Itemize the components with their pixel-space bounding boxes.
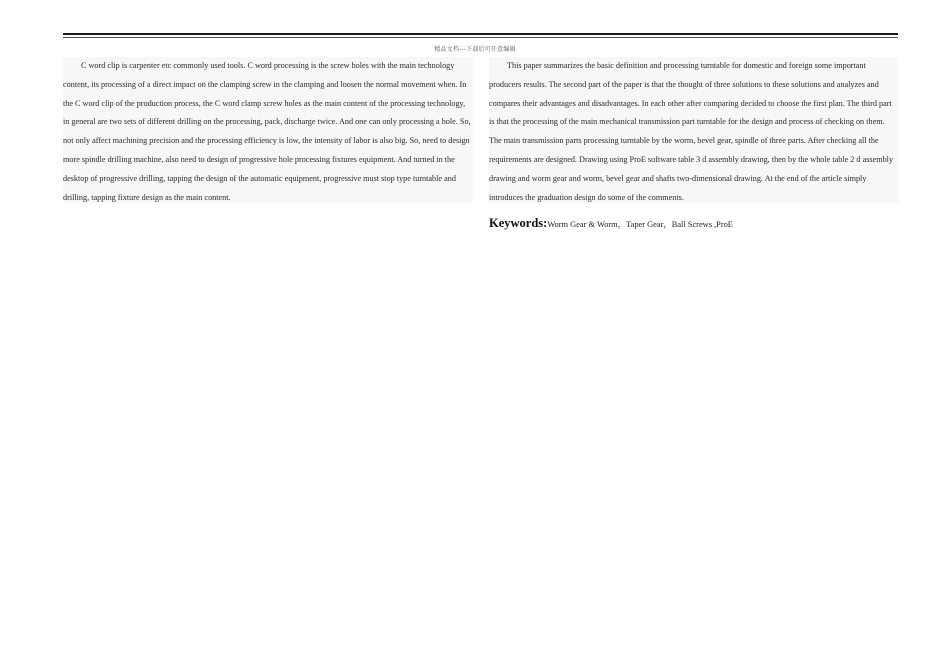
header-rule-thin [63, 37, 898, 38]
abstract-left-column [63, 57, 473, 203]
keywords-label: Keywords: [489, 216, 548, 230]
keywords-line [489, 216, 898, 231]
header-rule-thick [63, 33, 898, 35]
abstract-right-paragraph: This paper summarizes the basic definition and processing turntable for domestic and foreign some important producers results. The second part of the paper is that the thought of three solutions to these solutions and analyzes and compares their advantages and disadvantages. In each other after comparing decided to choose the first plan. The third part is that the processing of the main mechanical transmission part turntable for the design and process of checking on them. The main transmission parts processing turntable by the worm, bevel gear, spindle of three parts. After checking all the requirements are designed. Drawing using ProE software table 3 d assembly drawing, then by the whole table 2 d assembly drawing and worm gear and worm, bevel gear and shafts two-dimensional drawing. At the end of the article simply introduces the graduation design do some of the comments. [489, 61, 894, 202]
keywords-value: Worm Gear & Worm，Taper Gear，Ball Screws ,ProE [547, 220, 733, 229]
abstract-right-column [489, 57, 898, 203]
header-watermark: 精品文档---下载后可任意编辑 [434, 46, 516, 53]
abstract-left-paragraph: C word clip is carpenter etc commonly used tools. C word processing is the screw holes with the main technology content, its processing of a direct impact on the clamping screw in the clamping and loosen the normal movement when. In the C word clip of the production process, the C word clamp screw holes as the main content of the processing technology, in general are two sets of different drilling on the processing, pack, discharge twice. And one can only processing a hole. So, not only affect machining precision and the processing efficiency is low, the intensity of labor is also big. So, need to design more spindle drilling machine, also need to design of progressive hole processing fixtures equipment. And turned in the desktop of progressive drilling, tapping the design of the automatic equipment, progressive must stop type turntable and drilling, tapping fixture design as the main content. [63, 61, 471, 202]
